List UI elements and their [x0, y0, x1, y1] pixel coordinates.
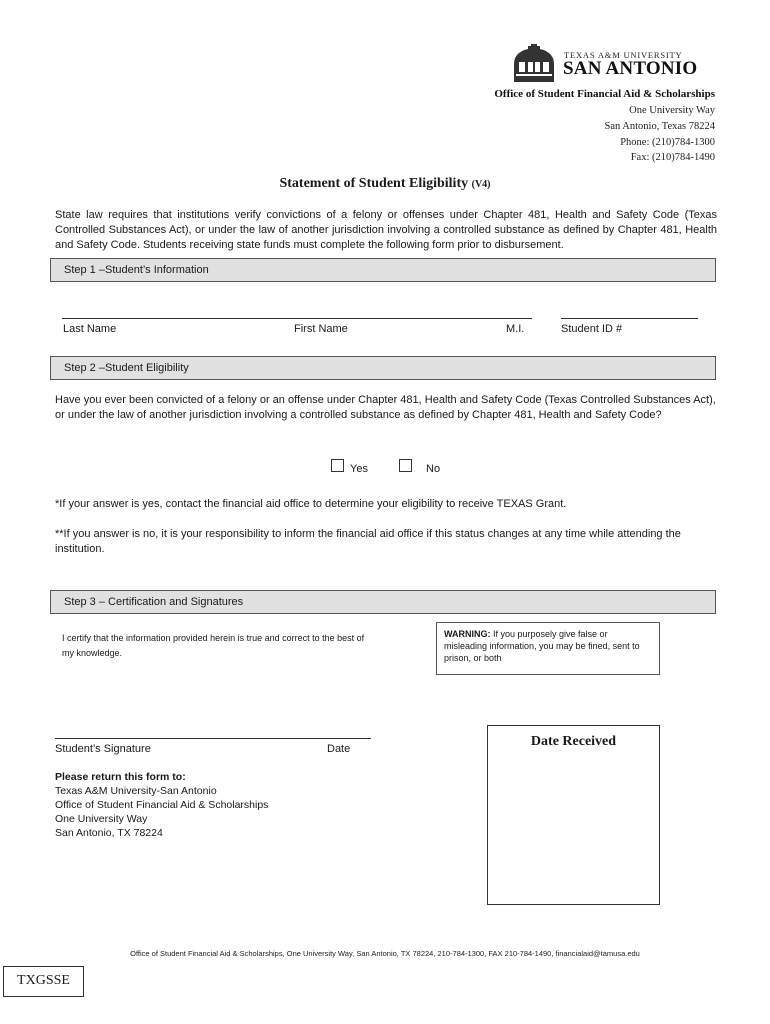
last-name-label: Last Name: [63, 323, 117, 335]
return-line: Texas A&M University-San Antonio: [55, 785, 217, 797]
first-name-label: First Name: [294, 323, 348, 335]
form-version: (V4): [471, 179, 491, 190]
return-heading: Please return this form to:: [55, 771, 186, 783]
return-line: Office of Student Financial Aid & Scholarships: [55, 799, 269, 811]
step2-header: [50, 356, 716, 380]
address-fax: Fax: (210)784-1490: [630, 152, 715, 163]
date-received-box: [487, 725, 660, 905]
return-address: [55, 770, 268, 840]
step2-title: Step 2 –Student Eligibility: [64, 362, 189, 374]
warning-box: [436, 622, 660, 675]
yes-label: Yes: [350, 463, 368, 475]
office-name: Office of Student Financial Aid & Scholarships: [494, 88, 715, 100]
mi-label: M.I.: [506, 323, 525, 335]
form-code-box: [3, 966, 84, 997]
yes-checkbox[interactable]: [331, 459, 344, 472]
form-title: [0, 176, 770, 192]
no-label: No: [426, 463, 441, 475]
student-id-label: Student ID #: [561, 323, 623, 335]
logo-university-text: TEXAS A&M UNIVERSITY: [564, 50, 683, 60]
warning-text: If you purposely give false or misleading information, you may be fined, sent to prison, or both: [444, 629, 640, 663]
note-no: **If you answer is no, it is your responsibility to inform the financial aid office if this status changes at any time while attending the institution.: [55, 528, 681, 555]
signature-label: Student’s Signature: [55, 743, 151, 755]
university-logo: [510, 44, 720, 84]
student-id-line[interactable]: [561, 318, 698, 319]
eligibility-question: Have you ever been convicted of a felony or an offense under Chapter 481, Health and Safety Code (Texas Controlled Substances Act), or under the law of another jurisdiction involving a controlled substance as defined by Chapter 481, Health and Safety Code?: [55, 394, 716, 421]
intro-paragraph: State law requires that institutions verify convictions of a felony or offenses under Chapter 481, Health and Safety Code (Texas Controlled Substances Act), or under the law of another jurisdiction involving a controlled substance as defined by Chapter 481, Health and Safety Code. Students receiving state funds must complete the following form prior to disbursement.: [55, 209, 717, 251]
date-label: Date: [327, 743, 351, 755]
step1-header: [50, 258, 716, 282]
step1-title: Step 1 –Student’s Information: [64, 264, 209, 276]
logo-campus-text: SAN ANTONIO: [563, 58, 698, 79]
step3-title: Step 3 – Certification and Signatures: [64, 596, 244, 608]
university-tower-logo-icon: [510, 44, 558, 84]
name-line[interactable]: [62, 318, 532, 319]
date-received-label: Date Received: [530, 734, 617, 749]
return-line: San Antonio, TX 78224: [55, 827, 163, 839]
certification-text: I certify that the information provided herein is true and correct to the best of my knowledge.: [62, 633, 365, 658]
note-yes: *If your answer is yes, contact the financial aid office to determine your eligibility to receive TEXAS Grant.: [55, 498, 567, 510]
page-footer: Office of Student Financial Aid & Scholarships, One University Way, San Antonio, TX 78224, 210-784-1300, FAX 210-784-1490, financialaid@tamusa.edu: [130, 949, 640, 958]
form-title-text: Statement of Student Eligibility: [279, 176, 469, 191]
form-code: TXGSSE: [17, 973, 70, 988]
return-line: One University Way: [55, 813, 148, 825]
no-checkbox[interactable]: [399, 459, 412, 472]
signature-line[interactable]: [55, 738, 371, 739]
address-city: San Antonio, Texas 78224: [604, 121, 715, 132]
step3-header: [50, 590, 716, 614]
address-phone: Phone: (210)784-1300: [620, 137, 715, 148]
address-street: One University Way: [629, 105, 715, 116]
warning-label: WARNING:: [444, 629, 491, 639]
